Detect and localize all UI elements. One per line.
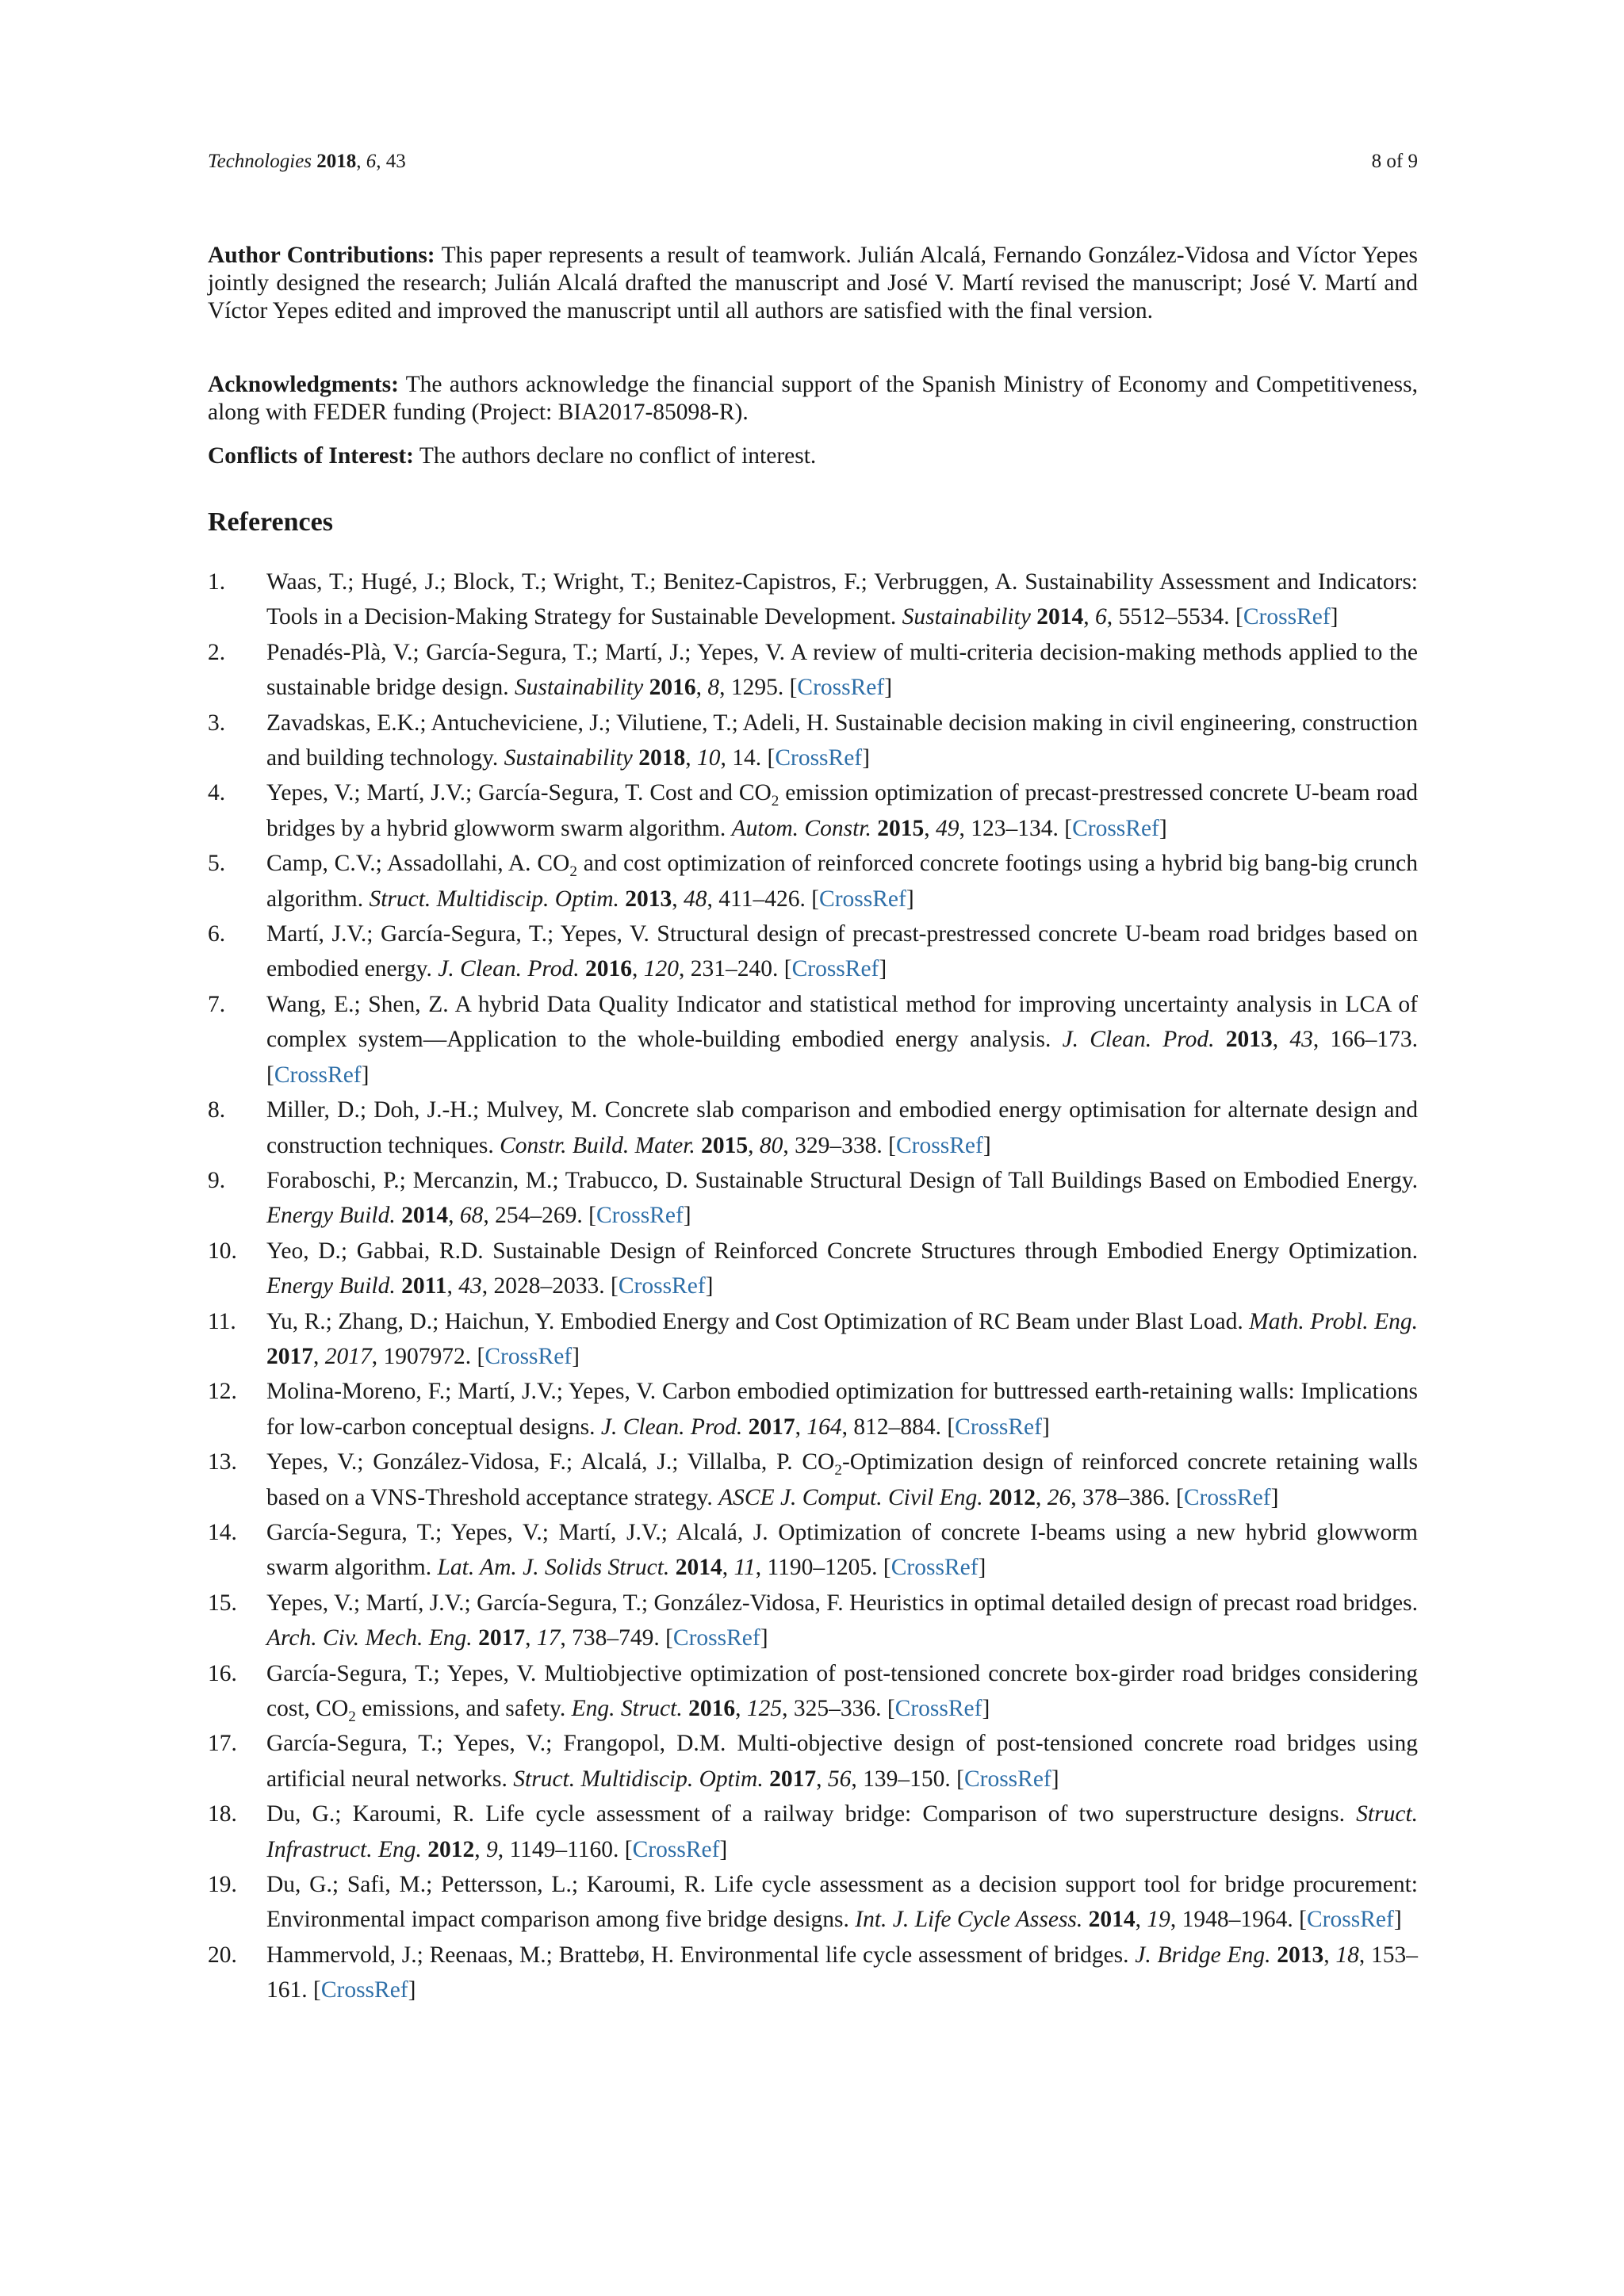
crossref-link[interactable]: CrossRef xyxy=(618,1273,706,1299)
reference-pages: 1190–1205. xyxy=(767,1555,878,1581)
reference-number: 12. xyxy=(208,1379,237,1405)
crossref-link[interactable]: CrossRef xyxy=(1307,1907,1394,1933)
contributions-text: This paper represents a result of teamwork. Julián Alcalá, Fernando González-Vidosa and Víctor Yepes jointly designed the research; Julián Alcalá drafted the manuscript and José V. Martí revised the manuscript; José V. Martí and Víctor Yepes edited and improved the manuscript until all authors are satisfied with the final version. xyxy=(208,243,1419,323)
reference-year: 2013 xyxy=(1225,1027,1273,1053)
reference-year: 2014 xyxy=(1036,604,1084,630)
author-contributions xyxy=(208,242,1418,325)
conflicts-of-interest xyxy=(208,442,1418,470)
reference-year: 2017 xyxy=(769,1766,817,1792)
reference-pages: 325–336. xyxy=(793,1696,882,1721)
reference-year: 2014 xyxy=(675,1555,722,1581)
reference-pages: 738–749. xyxy=(572,1625,660,1651)
reference-item: 5. Camp, C.V.; Assadollahi, A. $CO_2$ and cost optimization of reinforced concrete footings using a hybrid big bang-big crunch algorithm. Struct. Multidiscip. Optim. 2013, 48, 411–426. [CrossRef] xyxy=(208,846,1418,916)
conflicts-label: Conflicts of Interest: xyxy=(208,443,414,469)
reference-number: 16. xyxy=(208,1660,237,1686)
reference-volume: 120 xyxy=(643,956,679,982)
reference-item: 1. Waas, T.; Hugé, J.; Block, T.; Wright, T.; Benitez-Capistros, F.; Verbruggen, A. Sustainability Assessment and Indicators: Tools in a Decision-Making Strategy for Sustainable Development. Sustainability 2014, 6, 5512–5534. [CrossRef] xyxy=(208,564,1418,635)
reference-item: 9. Foraboschi, P.; Mercanzin, M.; Trabucco, D. Sustainable Structural Design of Tall Buildings Based on Embodied Energy. Energy Build. 2014, 68, 254–269. [CrossRef] xyxy=(208,1163,1418,1234)
reference-pages: 1907972. xyxy=(383,1343,472,1369)
reference-volume: 10 xyxy=(696,745,721,771)
reference-volume: 164 xyxy=(806,1414,842,1440)
reference-pages: 123–134. xyxy=(971,815,1059,841)
reference-number: 20. xyxy=(208,1942,237,1968)
crossref-link[interactable]: CrossRef xyxy=(894,1696,982,1721)
reference-year: 2015 xyxy=(877,815,925,841)
reference-volume: 18 xyxy=(1335,1942,1359,1968)
reference-item: 16. García-Segura, T.; Yepes, V. Multiobjective optimization of post-tensioned concrete box-girder road bridges considering cost, $CO_2$ emissions, and safety. Eng. Struct. 2016, 125, 325–336. [CrossRef] xyxy=(208,1656,1418,1727)
header-article: 43 xyxy=(385,151,406,172)
reference-number: 14. xyxy=(208,1519,237,1545)
reference-year: 2018 xyxy=(638,745,686,771)
crossref-link[interactable]: CrossRef xyxy=(596,1203,684,1229)
reference-pages: 139–150. xyxy=(863,1766,951,1792)
reference-volume: 125 xyxy=(746,1696,783,1721)
reference-journal: Sustainability xyxy=(504,745,633,771)
reference-item: 10. Yeo, D.; Gabbai, R.D. Sustainable Design of Reinforced Concrete Structures through Embodied Energy Optimization. Energy Build. 2011, 43, 2028–2033. [CrossRef] xyxy=(208,1234,1418,1304)
crossref-link[interactable]: CrossRef xyxy=(797,675,885,701)
crossref-link[interactable]: CrossRef xyxy=(791,956,879,982)
reference-citation: Wang, E.; Shen, Z. A hybrid Data Quality Indicator and statistical method for improving uncertainty analysis in LCA of complex system—Application to the whole-building embodied energy analysis. xyxy=(266,991,1418,1053)
reference-number: 10. xyxy=(208,1238,237,1264)
reference-citation: Foraboschi, P.; Mercanzin, M.; Trabucco, D. Sustainable Structural Design of Tall Buildings Based on Embodied Energy. xyxy=(266,1167,1418,1193)
crossref-link[interactable]: CrossRef xyxy=(485,1343,573,1369)
reference-year: 2015 xyxy=(701,1132,749,1158)
reference-pages: 2028–2033. xyxy=(493,1273,605,1299)
reference-number: 15. xyxy=(208,1590,237,1616)
reference-journal: J. Bridge Eng. xyxy=(1135,1942,1271,1968)
reference-volume: 49 xyxy=(935,815,959,841)
reference-journal: Struct. Infrastruct. Eng. xyxy=(266,1801,1419,1862)
reference-item: 11. Yu, R.; Zhang, D.; Haichun, Y. Embodied Energy and Cost Optimization of RC Beam under Blast Load. Math. Probl. Eng. 2017, 2017, 1907972. [CrossRef] xyxy=(208,1304,1418,1375)
reference-journal: J. Clean. Prod. xyxy=(1062,1027,1215,1053)
reference-citation: García-Segura, T.; Yepes, V.; Martí, J.V.; Alcalá, J. Optimization of concrete I-beams using a new hybrid glowworm swarm algorithm. xyxy=(266,1519,1418,1581)
reference-year: 2012 xyxy=(989,1484,1036,1510)
reference-citation: Yepes, V.; Martí, J.V.; García-Segura, T.; González-Vidosa, F. Heuristics in optimal detailed design of precast road bridges. xyxy=(266,1590,1418,1616)
reference-year: 2017 xyxy=(478,1625,526,1651)
reference-item: 4. Yepes, V.; Martí, J.V.; García-Segura, T. Cost and $CO_2$ emission optimization of precast-prestressed concrete U-beam road bridges by a hybrid glowworm swarm algorithm. Autom. Constr. 2015, 49, 123–134. [CrossRef] xyxy=(208,775,1418,846)
reference-volume: 68 xyxy=(459,1203,484,1229)
reference-volume: 6 xyxy=(1095,604,1107,630)
reference-journal: Math. Probl. Eng. xyxy=(1249,1308,1419,1334)
reference-volume: 43 xyxy=(458,1273,482,1299)
reference-item: 7. Wang, E.; Shen, Z. A hybrid Data Quality Indicator and statistical method for improving uncertainty analysis in LCA of complex system—Application to the whole-building embodied energy analysis. J. Clean. Prod. 2013, 43, 166–173. [CrossRef] xyxy=(208,987,1418,1093)
reference-number: 11. xyxy=(208,1308,236,1334)
reference-journal: J. Clean. Prod. xyxy=(438,956,580,982)
running-head: Technologies 2018, 6, 43 xyxy=(208,151,406,172)
reference-number: 3. xyxy=(208,710,226,736)
reference-pages: 254–269. xyxy=(495,1203,583,1229)
journal-name: Technologies xyxy=(208,151,312,172)
reference-volume: 8 xyxy=(707,675,720,701)
reference-item: 17. García-Segura, T.; Yepes, V.; Frangopol, D.M. Multi-objective design of post-tensioned concrete road bridges using artificial neural networks. Struct. Multidiscip. Optim. 2017, 56, 139–150. [CrossRef] xyxy=(208,1726,1418,1797)
reference-citation: Hammervold, J.; Reenaas, M.; Brattebø, H. Environmental life cycle assessment of bridges. xyxy=(266,1942,1129,1968)
reference-year: 2017 xyxy=(748,1414,795,1440)
reference-item: 15. Yepes, V.; Martí, J.V.; García-Segura, T.; González-Vidosa, F. Heuristics in optimal detailed design of precast road bridges. Arch. Civ. Mech. Eng. 2017, 17, 738–749. [CrossRef] xyxy=(208,1586,1418,1656)
reference-pages: 231–240. xyxy=(690,956,779,982)
reference-number: 18. xyxy=(208,1801,237,1827)
reference-volume: 19 xyxy=(1147,1907,1170,1933)
reference-number: 4. xyxy=(208,780,226,806)
reference-citation: García-Segura, T.; Yepes, V. Multiobjective optimization of post-tensioned concrete box-girder road bridges considering cost, CO xyxy=(266,1660,1418,1721)
reference-item: 18. Du, G.; Karoumi, R. Life cycle assessment of a railway bridge: Comparison of two superstructure designs. Struct. Infrastruct. Eng. 2012, 9, 1149–1160. [CrossRef] xyxy=(208,1797,1418,1867)
reference-citation: Yu, R.; Zhang, D.; Haichun, Y. Embodied Energy and Cost Optimization of RC Beam under Blast Load. xyxy=(266,1308,1243,1334)
crossref-link[interactable]: CrossRef xyxy=(672,1625,760,1651)
reference-citation-cont: and cost optimization of reinforced concrete footings using a hybrid big bang-big crunch algorithm. xyxy=(266,851,1418,912)
reference-number: 8. xyxy=(208,1097,226,1123)
reference-journal: Energy Build. xyxy=(266,1273,396,1299)
reference-pages: 1948–1964. xyxy=(1182,1907,1293,1933)
reference-journal: Sustainability xyxy=(902,604,1031,630)
reference-year: 2016 xyxy=(585,956,632,982)
reference-item: 6. Martí, J.V.; García-Segura, T.; Yepes, V. Structural design of precast-prestressed concrete U-beam road bridges based on embodied energy. J. Clean. Prod. 2016, 120, 231–240. [CrossRef] xyxy=(208,916,1418,987)
reference-number: 19. xyxy=(208,1872,237,1898)
reference-journal: Sustainability xyxy=(514,675,644,701)
reference-journal: Struct. Multidiscip. Optim. xyxy=(369,886,619,912)
contributions-label: Author Contributions: xyxy=(208,243,435,268)
references-heading: References xyxy=(208,507,333,537)
crossref-link[interactable]: CrossRef xyxy=(896,1132,983,1158)
crossref-link[interactable]: CrossRef xyxy=(1183,1484,1271,1510)
reference-year: 2014 xyxy=(401,1203,449,1229)
reference-pages: 329–338. xyxy=(795,1132,883,1158)
reference-citation-cont: -Optimization design of reinforced concrete retaining walls based on a VNS-Threshold acceptance strategy. xyxy=(266,1449,1418,1510)
reference-pages: 1149–1160. xyxy=(509,1836,619,1862)
reference-pages: 411–426. xyxy=(718,886,806,912)
reference-citation: Yepes, V.; González-Vidosa, F.; Alcalá, J.; Villalba, P. CO xyxy=(266,1449,835,1475)
reference-year: 2016 xyxy=(688,1696,736,1721)
reference-citation: Zavadskas, E.K.; Antucheviciene, J.; Vilutiene, T.; Adeli, H. Sustainable decision making in civil engineering, construction and building technology. xyxy=(266,710,1418,771)
reference-citation: Yepes, V.; Martí, J.V.; García-Segura, T. Cost and CO xyxy=(266,780,772,806)
subscript: 2 xyxy=(834,1462,842,1479)
reference-list xyxy=(208,564,1418,2008)
reference-pages: 5512–5534. xyxy=(1118,604,1230,630)
reference-pages: 166–173. xyxy=(1330,1027,1419,1053)
reference-citation-cont: emissions, and safety. xyxy=(355,1696,566,1721)
reference-number: 5. xyxy=(208,851,226,877)
reference-item: 13. Yepes, V.; González-Vidosa, F.; Alcalá, J.; Villalba, P. $CO_2$-Optimization design of reinforced concrete retaining walls based on a VNS-Threshold acceptance strategy. ASCE J. Comput. Civil Eng. 2012, 26, 378–386. [CrossRef] xyxy=(208,1445,1418,1515)
crossref-link[interactable]: CrossRef xyxy=(274,1062,362,1088)
reference-journal: Struct. Multidiscip. Optim. xyxy=(513,1766,764,1792)
reference-volume: 2017 xyxy=(324,1343,372,1369)
reference-number: 1. xyxy=(208,569,226,595)
conflicts-text: The authors declare no conflict of interest. xyxy=(419,443,817,469)
reference-citation: Du, G.; Karoumi, R. Life cycle assessment of a railway bridge: Comparison of two superstructure designs. xyxy=(266,1801,1346,1827)
reference-year: 2016 xyxy=(649,675,696,701)
crossref-link[interactable]: CrossRef xyxy=(632,1836,720,1862)
reference-citation: Martí, J.V.; García-Segura, T.; Yepes, V. Structural design of precast-prestressed concrete U-beam road bridges based on embodied energy. xyxy=(266,921,1418,982)
reference-volume: 11 xyxy=(733,1555,756,1581)
reference-volume: 48 xyxy=(684,886,707,912)
reference-number: 6. xyxy=(208,921,226,947)
reference-year: 2011 xyxy=(401,1273,447,1299)
reference-item: 19. Du, G.; Safi, M.; Pettersson, L.; Karoumi, R. Life cycle assessment as a decision support tool for bridge procurement: Environmental impact comparison among five bridge designs. Int. J. Life Cycle Assess. 2014, 19, 1948–1964. [CrossRef] xyxy=(208,1867,1418,1938)
crossref-link[interactable]: CrossRef xyxy=(963,1766,1051,1792)
crossref-link[interactable]: CrossRef xyxy=(775,745,863,771)
reference-year: 2012 xyxy=(427,1836,475,1862)
reference-citation: Penadés-Plà, V.; García-Segura, T.; Martí, J.; Yepes, V. A review of multi-criteria decision-making methods applied to the sustainable bridge design. xyxy=(266,639,1418,701)
crossref-link[interactable]: CrossRef xyxy=(1243,604,1331,630)
reference-number: 17. xyxy=(208,1731,237,1757)
reference-journal: Arch. Civ. Mech. Eng. xyxy=(266,1625,473,1651)
reference-number: 7. xyxy=(208,991,226,1017)
reference-journal: Autom. Constr. xyxy=(731,815,871,841)
header-volume: 6 xyxy=(366,151,377,172)
page-number: 8 of 9 xyxy=(1371,151,1418,172)
reference-journal: Energy Build. xyxy=(266,1203,396,1229)
reference-item: 12. Molina-Moreno, F.; Martí, J.V.; Yepes, V. Carbon embodied optimization for buttressed earth-retaining walls: Implications for low-carbon conceptual designs. J. Clean. Prod. 2017, 164, 812–884. [CrossRef] xyxy=(208,1374,1418,1445)
reference-item: 20. Hammervold, J.; Reenaas, M.; Brattebø, H. Environmental life cycle assessment of bridges. J. Bridge Eng. 2013, 18, 153–161. [CrossRef] xyxy=(208,1938,1418,2008)
reference-year: 2017 xyxy=(266,1343,313,1369)
acknowledgments-label: Acknowledgments: xyxy=(208,372,399,397)
reference-pages: 378–386. xyxy=(1082,1484,1170,1510)
crossref-link[interactable]: CrossRef xyxy=(320,1977,408,2003)
reference-number: 2. xyxy=(208,639,226,665)
reference-citation: Waas, T.; Hugé, J.; Block, T.; Wright, T.; Benitez-Capistros, F.; Verbruggen, A. Sustainability Assessment and Indicators: Tools in a Decision-Making Strategy for Sustainable Development. xyxy=(266,569,1418,630)
reference-citation: Camp, C.V.; Assadollahi, A. CO xyxy=(266,851,570,877)
reference-volume: 26 xyxy=(1047,1484,1071,1510)
crossref-link[interactable]: CrossRef xyxy=(891,1555,979,1581)
reference-item: 14. García-Segura, T.; Yepes, V.; Martí, J.V.; Alcalá, J. Optimization of concrete I-beams using a new hybrid glowworm swarm algorithm. Lat. Am. J. Solids Struct. 2014, 11, 1190–1205. [CrossRef] xyxy=(208,1515,1418,1586)
reference-journal: ASCE J. Comput. Civil Eng. xyxy=(718,1484,983,1510)
reference-volume: 17 xyxy=(536,1625,561,1651)
reference-year: 2014 xyxy=(1088,1907,1136,1933)
crossref-link[interactable]: CrossRef xyxy=(955,1414,1042,1440)
reference-volume: 43 xyxy=(1289,1027,1313,1053)
reference-citation: García-Segura, T.; Yepes, V.; Frangopol, D.M. Multi-objective design of post-tensioned concrete road bridges using artificial neural networks. xyxy=(266,1731,1418,1792)
reference-volume: 56 xyxy=(827,1766,852,1792)
crossref-link[interactable]: CrossRef xyxy=(1072,815,1159,841)
subscript: 2 xyxy=(569,863,577,881)
header-year: 2018 xyxy=(316,151,357,172)
reference-volume: 9 xyxy=(485,1836,498,1862)
reference-number: 13. xyxy=(208,1449,237,1475)
reference-journal: Constr. Build. Mater. xyxy=(500,1132,695,1158)
reference-journal: Eng. Struct. xyxy=(571,1696,683,1721)
reference-year: 2013 xyxy=(1277,1942,1324,1968)
subscript: 2 xyxy=(348,1708,356,1725)
reference-pages: 812–884. xyxy=(853,1414,941,1440)
crossref-link[interactable]: CrossRef xyxy=(819,886,906,912)
acknowledgments xyxy=(208,371,1418,427)
reference-pages: 153–161. xyxy=(266,1942,1419,2003)
reference-year: 2013 xyxy=(625,886,672,912)
reference-volume: 80 xyxy=(759,1132,783,1158)
reference-item: 8. Miller, D.; Doh, J.-H.; Mulvey, M. Concrete slab comparison and embodied energy optimisation for alternate design and construction techniques. Constr. Build. Mater. 2015, 80, 329–338. [CrossRef] xyxy=(208,1093,1418,1163)
reference-item: 3. Zavadskas, E.K.; Antucheviciene, J.; Vilutiene, T.; Adeli, H. Sustainable decision making in civil engineering, construction and building technology. Sustainability 2018, 10, 14. [CrossRef] xyxy=(208,706,1418,776)
reference-journal: J. Clean. Prod. xyxy=(600,1414,743,1440)
reference-journal: Int. J. Life Cycle Assess. xyxy=(855,1907,1083,1933)
reference-citation: Miller, D.; Doh, J.-H.; Mulvey, M. Concrete slab comparison and embodied energy optimisation for alternate design and construction techniques. xyxy=(266,1097,1418,1158)
reference-pages: 1295. xyxy=(730,675,784,701)
reference-citation-cont: emission optimization of precast-prestressed concrete U-beam road bridges by a hybrid glowworm swarm algorithm. xyxy=(266,780,1418,841)
reference-item: 2. Penadés-Plà, V.; García-Segura, T.; Martí, J.; Yepes, V. A review of multi-criteria decision-making methods applied to the sustainable bridge design. Sustainability 2016, 8, 1295. [CrossRef] xyxy=(208,635,1418,706)
acknowledgments-text: The authors acknowledge the financial support of the Spanish Ministry of Economy and Competitiveness, along with FEDER funding (Project: BIA2017-85098-R). xyxy=(208,372,1418,425)
reference-number: 9. xyxy=(208,1167,226,1193)
reference-citation: Molina-Moreno, F.; Martí, J.V.; Yepes, V. Carbon embodied optimization for buttressed earth-retaining walls: Implications for low-carbon conceptual designs. xyxy=(266,1379,1418,1440)
subscript: 2 xyxy=(771,793,779,810)
reference-citation: Yeo, D.; Gabbai, R.D. Sustainable Design of Reinforced Concrete Structures through Embodied Energy Optimization. xyxy=(266,1238,1418,1264)
reference-journal: Lat. Am. J. Solids Struct. xyxy=(437,1555,670,1581)
reference-pages: 14. xyxy=(732,745,762,771)
reference-citation: Du, G.; Safi, M.; Pettersson, L.; Karoumi, R. Life cycle assessment as a decision support tool for bridge procurement: Environmental impact comparison among five bridge designs. xyxy=(266,1872,1418,1933)
